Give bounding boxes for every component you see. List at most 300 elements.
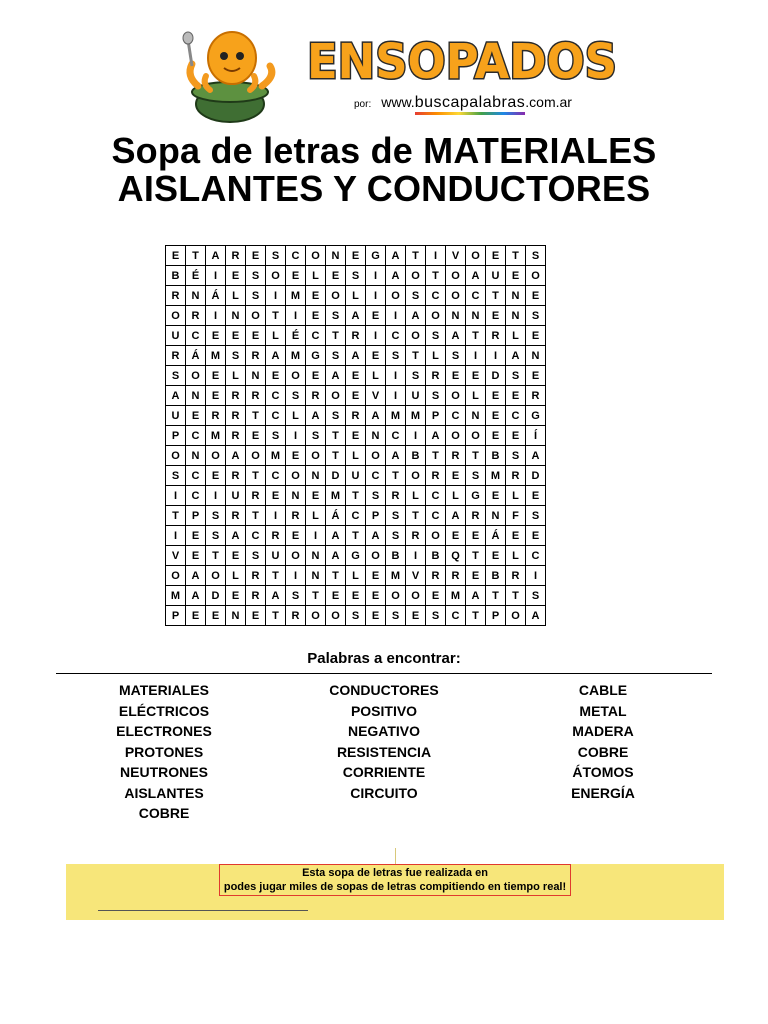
grid-cell: E [466,526,486,546]
grid-cell: O [286,366,306,386]
grid-row [166,406,546,426]
grid-cell: M [386,406,406,426]
grid-cell: E [366,566,386,586]
grid-cell: O [386,286,406,306]
grid-cell: R [526,386,546,406]
grid-cell: T [166,506,186,526]
grid-cell: R [226,506,246,526]
grid-cell: A [306,406,326,426]
grid-cell: N [246,366,266,386]
grid-cell: S [506,366,526,386]
grid-cell: T [306,586,326,606]
grid-cell: E [286,526,306,546]
grid-cell: A [526,446,546,466]
grid-row [166,526,546,546]
grid-cell: G [366,246,386,266]
grid-cell: Á [486,526,506,546]
grid-cell: E [186,546,206,566]
word-item: CIRCUITO [350,784,418,801]
grid-cell: U [166,326,186,346]
grid-cell: E [346,386,366,406]
grid-cell: O [366,446,386,466]
grid-cell: A [446,506,466,526]
byline-prefix: por: [354,99,372,110]
grid-cell: E [526,366,546,386]
grid-row [166,506,546,526]
word-list-column-2 [284,680,484,803]
grid-cell: T [406,246,426,266]
grid-cell: E [246,326,266,346]
grid-cell: E [206,466,226,486]
grid-cell: C [446,406,466,426]
grid-cell: E [286,266,306,286]
logo-area [180,26,620,126]
grid-cell: R [446,446,466,466]
grid-cell: I [166,526,186,546]
grid-cell: C [286,246,306,266]
grid-cell: R [226,406,246,426]
grid-cell: T [466,446,486,466]
grid-cell: A [326,526,346,546]
grid-cell: T [206,546,226,566]
grid-row [166,586,546,606]
grid-cell: E [366,586,386,606]
grid-cell: E [166,246,186,266]
grid-cell: U [486,266,506,286]
grid-cell: R [266,526,286,546]
grid-cell: I [366,266,386,286]
footer-tick-line [395,848,396,864]
grid-cell: Á [186,346,206,366]
grid-cell: B [426,546,446,566]
grid-cell: S [166,366,186,386]
grid-cell: S [446,346,466,366]
grid-cell: S [326,346,346,366]
grid-cell: S [386,506,406,526]
grid-cell: C [186,326,206,346]
grid-cell: A [406,306,426,326]
grid-cell: C [526,546,546,566]
grid-cell: O [246,306,266,326]
grid-cell: S [246,286,266,306]
grid-cell: N [186,286,206,306]
grid-cell: M [326,486,346,506]
grid-cell: P [426,406,446,426]
grid-cell: T [266,566,286,586]
grid-cell: G [306,346,326,366]
grid-cell: E [226,326,246,346]
grid-cell: R [206,406,226,426]
grid-cell: I [386,366,406,386]
words-divider [56,673,712,674]
grid-cell: E [366,606,386,626]
grid-cell: T [346,526,366,546]
grid-cell: I [366,286,386,306]
grid-cell: T [406,346,426,366]
grid-cell: C [426,486,446,506]
grid-row [166,266,546,286]
grid-cell: N [506,306,526,326]
grid-cell: A [346,306,366,326]
grid-cell: A [226,526,246,546]
grid-cell: T [326,446,346,466]
grid-cell: N [226,606,246,626]
grid-cell: T [386,466,406,486]
grid-cell: A [226,446,246,466]
grid-cell: T [486,286,506,306]
grid-row [166,326,546,346]
grid-cell: E [346,366,366,386]
grid-cell: P [366,506,386,526]
grid-cell: E [306,286,326,306]
grid-cell: A [386,446,406,466]
grid-cell: E [206,366,226,386]
word-item: POSITIVO [350,702,418,719]
grid-cell: R [246,566,266,586]
word-item: AISLANTES [124,784,204,801]
grid-cell: T [506,586,526,606]
footer-signature-line [98,910,308,911]
grid-cell: E [506,426,526,446]
grid-cell: I [406,546,426,566]
grid-cell: E [446,366,466,386]
grid-cell: O [266,266,286,286]
grid-cell: T [246,466,266,486]
grid-cell: N [186,446,206,466]
grid-row [166,446,546,466]
grid-cell: A [366,406,386,426]
grid-cell: E [526,286,546,306]
word-search-grid [165,245,546,626]
grid-cell: E [506,386,526,406]
footer-line-1: Esta sopa de letras fue realizada en [302,867,488,879]
grid-cell: C [266,406,286,426]
grid-cell: L [306,506,326,526]
word-item: METAL [579,702,627,719]
grid-cell: F [506,506,526,526]
grid-cell: M [166,586,186,606]
grid-cell: E [446,526,466,546]
grid-cell: E [486,386,506,406]
grid-cell: E [526,526,546,546]
grid-cell: B [406,446,426,466]
grid-cell: E [346,586,366,606]
grid-cell: O [186,366,206,386]
page-title-line-2: AISLANTES Y CONDUCTORES [117,168,651,209]
grid-cell: O [166,446,186,466]
grid-cell: T [506,246,526,266]
grid-cell: S [426,386,446,406]
grid-cell: S [506,446,526,466]
grid-cell: O [446,386,466,406]
grid-cell: E [186,526,206,546]
grid-cell: G [526,406,546,426]
grid-cell: R [246,386,266,406]
grid-cell: E [486,426,506,446]
grid-cell: E [206,386,226,406]
grid-row [166,606,546,626]
grid-cell: S [166,466,186,486]
grid-cell: R [506,466,526,486]
grid-cell: P [166,606,186,626]
grid-row [166,286,546,306]
grid-cell: I [406,426,426,446]
grid-cell: R [406,526,426,546]
grid-cell: T [246,406,266,426]
word-item: MATERIALES [119,682,209,698]
word-item: ÁTOMOS [572,764,634,780]
grid-cell: L [226,286,246,306]
grid-row [166,366,546,386]
grid-cell: I [286,426,306,446]
grid-cell: A [266,586,286,606]
grid-cell: I [286,306,306,326]
grid-cell: I [266,286,286,306]
grid-cell: O [466,426,486,446]
grid-cell: I [266,506,286,526]
grid-cell: S [406,286,426,306]
grid-cell: E [426,586,446,606]
word-item: NEUTRONES [120,764,208,780]
grid-cell: O [326,606,346,626]
grid-cell: T [326,566,346,586]
grid-cell: M [286,286,306,306]
grid-cell: S [286,586,306,606]
byline [354,94,572,115]
grid-cell: A [266,346,286,366]
grid-cell: O [206,446,226,466]
grid-cell: O [506,606,526,626]
grid-cell: E [486,486,506,506]
grid-cell: O [406,326,426,346]
grid-cell: S [466,466,486,486]
grid-cell: S [286,386,306,406]
grid-cell: B [486,446,506,466]
grid-cell: C [446,606,466,626]
grid-cell: O [306,446,326,466]
grid-cell: T [426,266,446,286]
grid-row [166,246,546,266]
grid-cell: E [366,346,386,366]
grid-cell: N [466,406,486,426]
grid-cell: E [266,486,286,506]
grid-cell: L [286,406,306,426]
site-domain: buscapalabras [414,94,526,111]
grid-cell: U [406,386,426,406]
grid-cell: T [266,606,286,626]
grid-cell: R [226,426,246,446]
grid-cell: E [486,306,506,326]
grid-cell: E [526,326,546,346]
grid-cell: N [486,506,506,526]
grid-cell: S [426,606,446,626]
word-item: ELECTRONES [116,723,212,739]
grid-cell: I [486,346,506,366]
grid-cell: L [506,486,526,506]
grid-cell: M [446,586,466,606]
grid-cell: Á [326,506,346,526]
grid-cell: R [226,466,246,486]
grid-row [166,426,546,446]
grid-cell: N [506,286,526,306]
grid-cell: I [206,486,226,506]
grid-cell: O [446,426,466,446]
grid-cell: R [466,506,486,526]
grid-cell: L [426,346,446,366]
grid-cell: S [386,346,406,366]
grid-cell: S [386,606,406,626]
word-item: CONDUCTORES [329,682,439,698]
grid-cell: I [206,266,226,286]
grid-cell: U [166,406,186,426]
grid-cell: S [346,266,366,286]
footer-message-box [219,864,571,896]
grid-row [166,346,546,366]
grid-cell: E [466,366,486,386]
grid-cell: S [526,306,546,326]
grid-cell: P [166,426,186,446]
grid-cell: L [266,326,286,346]
grid-cell: O [386,586,406,606]
grid-cell: E [506,526,526,546]
grid-cell: U [266,546,286,566]
grid-cell: R [186,306,206,326]
grid-cell: Á [206,286,226,306]
grid-cell: É [286,326,306,346]
grid-cell: T [266,306,286,326]
word-list-column-1 [64,680,264,824]
grid-cell: O [326,286,346,306]
grid-cell: E [306,306,326,326]
grid-cell: C [266,386,286,406]
grid-cell: N [526,346,546,366]
grid-cell: A [166,386,186,406]
grid-cell: E [306,486,326,506]
grid-row [166,306,546,326]
grid-cell: B [166,266,186,286]
grid-cell: D [326,466,346,486]
grid-cell: L [466,386,486,406]
grid-row [166,566,546,586]
grid-cell: O [406,466,426,486]
grid-cell: A [466,586,486,606]
grid-cell: N [286,486,306,506]
grid-cell: R [346,326,366,346]
grid-cell: I [306,526,326,546]
grid-cell: G [346,546,366,566]
grid-cell: T [466,546,486,566]
grid-cell: A [446,326,466,346]
grid-cell: S [526,246,546,266]
grid-cell: R [346,406,366,426]
grid-cell: L [226,566,246,586]
grid-cell: E [226,586,246,606]
grid-cell: O [526,266,546,286]
grid-cell: V [406,566,426,586]
grid-cell: S [526,506,546,526]
grid-cell: V [166,546,186,566]
grid-cell: A [526,606,546,626]
grid-cell: S [346,606,366,626]
grid-cell: N [366,426,386,446]
grid-cell: E [466,566,486,586]
grid-cell: E [226,546,246,566]
grid-cell: E [406,606,426,626]
grid-cell: M [486,466,506,486]
grid-cell: E [346,246,366,266]
grid-cell: O [166,566,186,586]
grid-cell: L [446,486,466,506]
word-item: COBRE [577,743,629,760]
grid-cell: N [326,246,346,266]
grid-cell: M [206,346,226,366]
page-title [0,132,768,208]
octopus-pot-mascot-icon [180,26,280,124]
grid-cell: L [506,326,526,346]
grid-cell: C [386,326,406,346]
grid-cell: L [346,286,366,306]
grid-cell: S [526,586,546,606]
grid-cell: N [306,546,326,566]
grid-cell: R [426,366,446,386]
word-item: ENERGÍA [571,784,635,801]
grid-cell: M [266,446,286,466]
grid-cell: S [386,526,406,546]
grid-row [166,466,546,486]
grid-cell: R [446,566,466,586]
grid-cell: T [186,246,206,266]
words-heading: Palabras a encontrar: [307,650,461,667]
word-item: PROTONES [124,743,204,760]
grid-cell: E [286,446,306,466]
grid-cell: P [486,606,506,626]
grid-cell: O [366,546,386,566]
grid-cell: E [486,246,506,266]
word-item: ELÉCTRICOS [118,702,210,719]
grid-cell: S [226,346,246,366]
grid-cell: C [246,526,266,546]
grid-cell: C [366,466,386,486]
grid-cell: N [466,306,486,326]
grid-cell: O [206,566,226,586]
grid-cell: R [306,386,326,406]
grid-cell: A [186,566,206,586]
grid-cell: O [166,306,186,326]
grid-cell: O [326,386,346,406]
grid-cell: R [226,386,246,406]
grid-cell: A [506,346,526,366]
grid-cell: C [186,486,206,506]
grid-cell: S [246,266,266,286]
grid-cell: O [426,306,446,326]
grid-cell: O [406,586,426,606]
grid-cell: C [426,506,446,526]
site-www: www. [381,94,415,110]
grid-cell: R [426,466,446,486]
grid-cell: T [406,506,426,526]
grid-cell: C [266,466,286,486]
grid-cell: I [466,346,486,366]
grid-cell: O [306,606,326,626]
grid-cell: A [466,266,486,286]
grid-cell: S [406,366,426,386]
grid-cell: A [206,246,226,266]
grid-cell: E [326,586,346,606]
grid-cell: O [246,446,266,466]
grid-cell: T [326,426,346,446]
grid-cell: É [186,266,206,286]
grid-cell: S [266,246,286,266]
